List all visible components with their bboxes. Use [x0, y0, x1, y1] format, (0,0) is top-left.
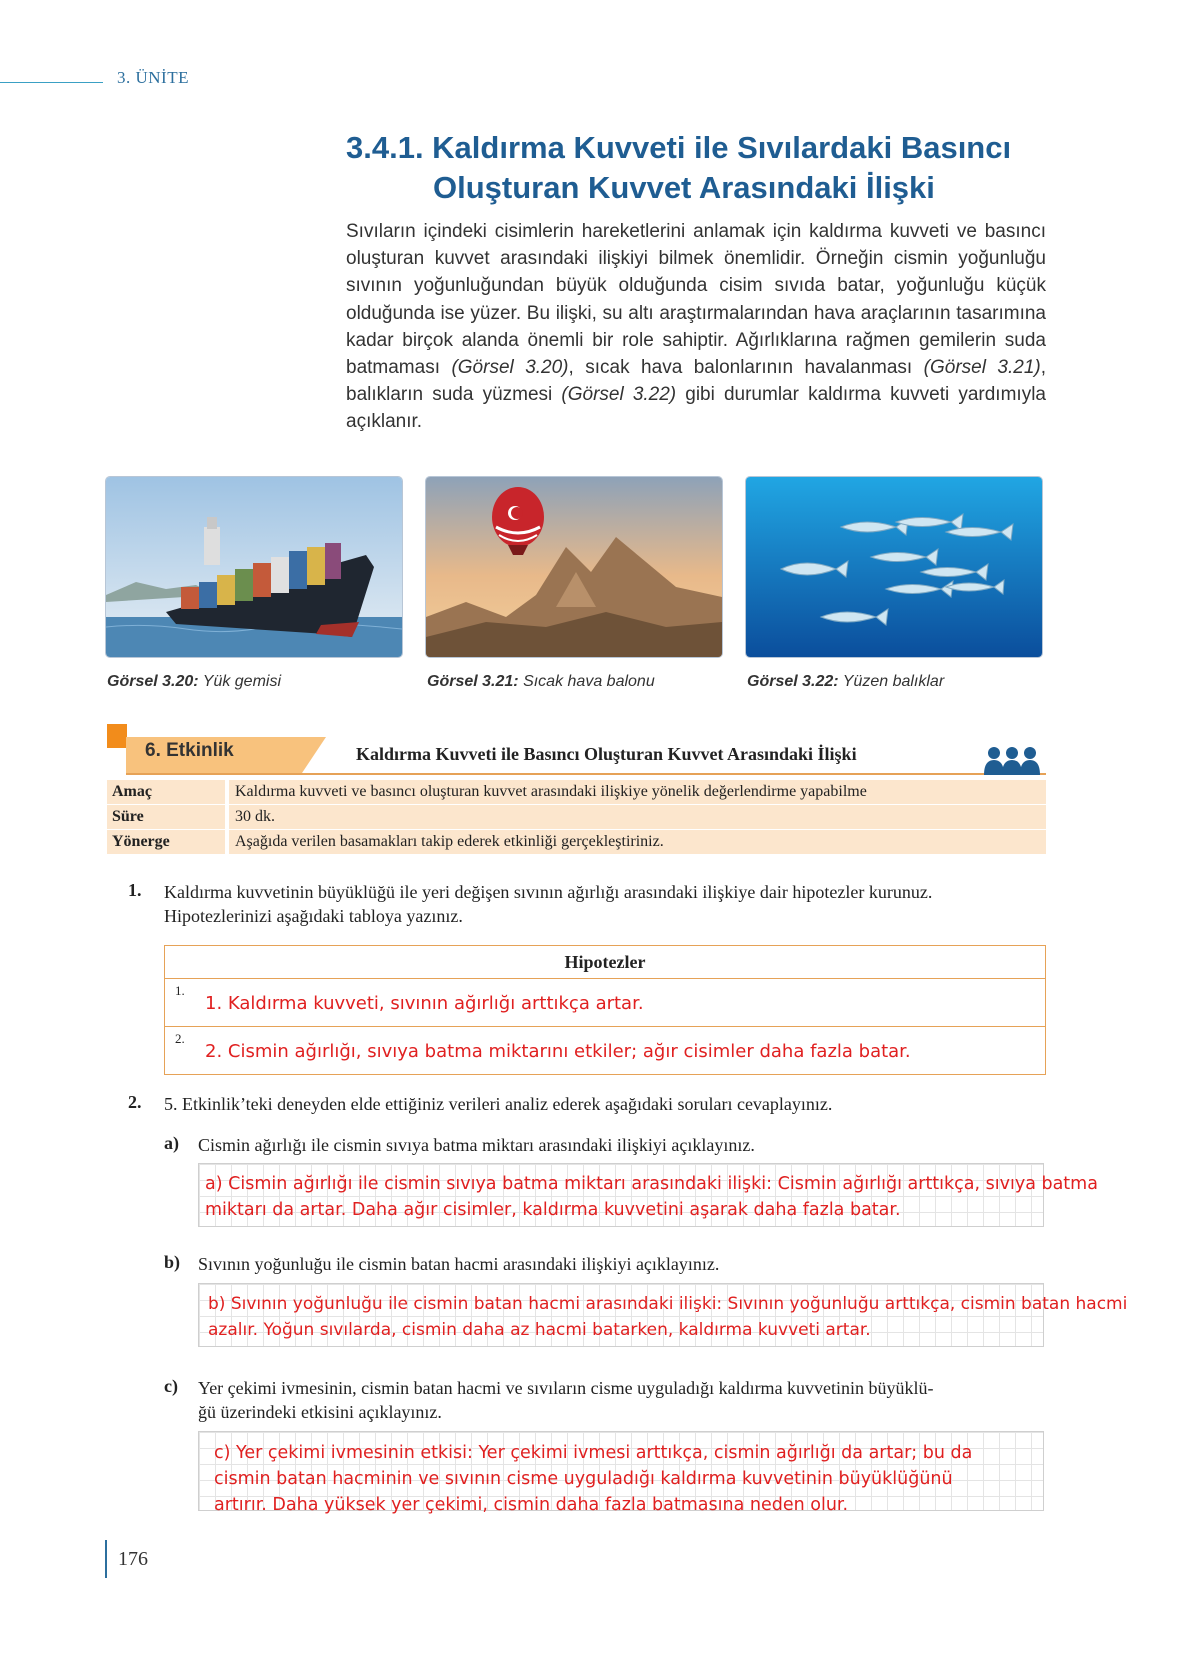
- section-title-line2: Oluşturan Kuvvet Arasındaki İlişki: [433, 170, 935, 205]
- intro-figure-ref-1: (Görsel 3.20): [451, 357, 569, 379]
- info-row-aim: [107, 780, 1046, 804]
- header-rule: [0, 82, 103, 83]
- intro-figure-ref-2: (Görsel 3.21): [923, 357, 1041, 379]
- hypotheses-header: Hipotezler: [165, 946, 1045, 979]
- cargo-ship-photo: [105, 476, 403, 658]
- info-key: Amaç: [112, 783, 152, 800]
- question-2-text: 5. Etkinlik’teki deneyden elde ettiğiniz verileri analiz ederek aşağıdaki soruları cevaplayınız.: [164, 1094, 833, 1114]
- info-row-instruction: [107, 830, 1046, 854]
- activity-title: Kaldırma Kuvveti ile Basıncı Oluşturan Kuvvet Arasındaki İlişki: [356, 744, 857, 764]
- hypothesis-row-1[interactable]: 1. 1. Kaldırma kuvveti, sıvının ağırlığı arttıkça artar.: [165, 979, 1045, 1027]
- figure-caption-2: Görsel 3.21: Sıcak hava balonu: [427, 673, 655, 690]
- section-title-line1: 3.4.1. Kaldırma Kuvveti ile Sıvılardaki Basıncı: [346, 130, 1012, 165]
- question-1-text: Kaldırma kuvvetinin büyüklüğü ile yeri değişen sıvının ağırlığı arasındaki ilişkiye dair hipotezler kurunuz. Hipotezlerinizi aşağıdaki tabloya yazınız.: [164, 882, 933, 926]
- intro-paragraph: [346, 218, 1046, 436]
- intro-text-4: gibi durumlar kaldırma kuvveti yardımıyla açıklanır.: [346, 384, 1046, 433]
- figure-caption-3: Görsel 3.22: Yüzen balıklar: [747, 673, 945, 690]
- question-1-number: 1.: [128, 880, 142, 900]
- unit-label: 3. ÜNİTE: [117, 68, 189, 87]
- hypothesis-row-2[interactable]: 2. 2. Cismin ağırlığı, sıvıya batma miktarını etkiler; ağır cisimler daha fazla batar.: [175, 1031, 911, 1062]
- part-a-label: a): [164, 1133, 179, 1153]
- group-work-icon: [984, 745, 1040, 775]
- part-b-question: Sıvının yoğunluğu ile cismin batan hacmi arasındaki ilişkiyi açıklayınız.: [198, 1254, 720, 1274]
- question-2-number: 2.: [128, 1092, 142, 1112]
- section-title: [346, 128, 1066, 208]
- intro-figure-ref-3: (Görsel 3.22): [561, 384, 677, 406]
- page-number: 176: [118, 1548, 148, 1570]
- part-b-answer: b) Sıvının yoğunluğu ile cismin batan hacmi arasındaki ilişki: Sıvının yoğunluğu arttıkça, cismin batan hacmi azalır. Yoğun sıvılarda, cismin daha az hacmi batarken, kaldırma kuvveti artar.: [208, 1294, 1128, 1340]
- part-c-question: Yer çekimi ivmesinin, cismin batan hacmi ve sıvıların cisme uyguladığı kaldırma kuvvetinin büyüklü- ğü üzerindeki etkisini açıklayınız.: [198, 1378, 934, 1422]
- part-c-answer: c) Yer çekimi ivmesinin etkisi: Yer çekimi ivmesi arttıkça, cismin ağırlığı da artar; bu da cismin batan hacminin ve sıvının cisme uyguladığı kaldırma kuvvetinin büyüklüğünü artırır. Daha yüksek yer çekimi, cismin daha fazla batmasına neden olur.: [214, 1443, 973, 1515]
- hypotheses-table: [164, 945, 1046, 1075]
- part-a-answer: a) Cismin ağırlığı ile cismin sıvıya batma miktarı arasındaki ilişki: Cismin ağırlığı arttıkça, sıvıya batma miktarı da artar. Daha ağır cisimler, kaldırma kuvvetini aşarak daha fazla batar.: [205, 1174, 1098, 1220]
- info-value: 30 dk.: [235, 808, 275, 825]
- hypothesis-answer-2[interactable]: 2. Cismin ağırlığı, sıvıya batma miktarını etkiler; ağır cisimler daha fazla batar.: [205, 1041, 911, 1062]
- intro-text-1: Sıvıların içindeki cisimlerin hareketlerini anlamak için kaldırma kuvveti ve basıncı oluşturan kuvvet arasındaki ilişkiyi bilmek önemlidir. Örneğin cismin yoğunluğu sıvının yoğunluğundan büyük olduğunda cisim sıvıda batar, yoğunluğu küçük olduğunda ise yüzer. Bu ilişki, su altı araştırmalarından hava araçlarının tasarımına kadar birçok alanda önemli bir role sahiptir. Ağırlıklarına rağmen gemilerin suda batmaması: [346, 221, 1046, 379]
- activity-tab-marker: [107, 724, 127, 748]
- info-value: Aşağıda verilen basamakları takip ederek etkinliği gerçekleştiriniz.: [235, 833, 664, 850]
- part-c-label: c): [164, 1376, 178, 1396]
- intro-text-3: , balıkların suda yüzmesi: [346, 357, 1047, 406]
- info-row-duration: [107, 805, 1046, 829]
- info-key: Süre: [112, 808, 144, 825]
- hot-air-balloon-photo: [425, 476, 723, 658]
- activity-underline: [126, 773, 1046, 775]
- page-number-rule: [105, 1540, 107, 1578]
- hypothesis-answer-1[interactable]: 1. Kaldırma kuvveti, sıvının ağırlığı arttıkça artar.: [205, 993, 644, 1014]
- activity-label: 6. Etkinlik: [145, 740, 234, 761]
- swimming-fish-photo: [745, 476, 1043, 658]
- info-value: Kaldırma kuvveti ve basıncı oluşturan kuvvet arasındaki ilişkiye yönelik değerlendirme yapabilme: [235, 783, 867, 800]
- info-key: Yönerge: [112, 833, 170, 850]
- figure-caption-1: Görsel 3.20: Yük gemisi: [107, 673, 282, 690]
- intro-text-2: , sıcak hava balonlarının havalanması: [568, 357, 924, 379]
- part-a-question: Cismin ağırlığı ile cismin sıvıya batma miktarı arasındaki ilişkiyi açıklayınız.: [198, 1135, 755, 1155]
- part-b-label: b): [164, 1252, 181, 1272]
